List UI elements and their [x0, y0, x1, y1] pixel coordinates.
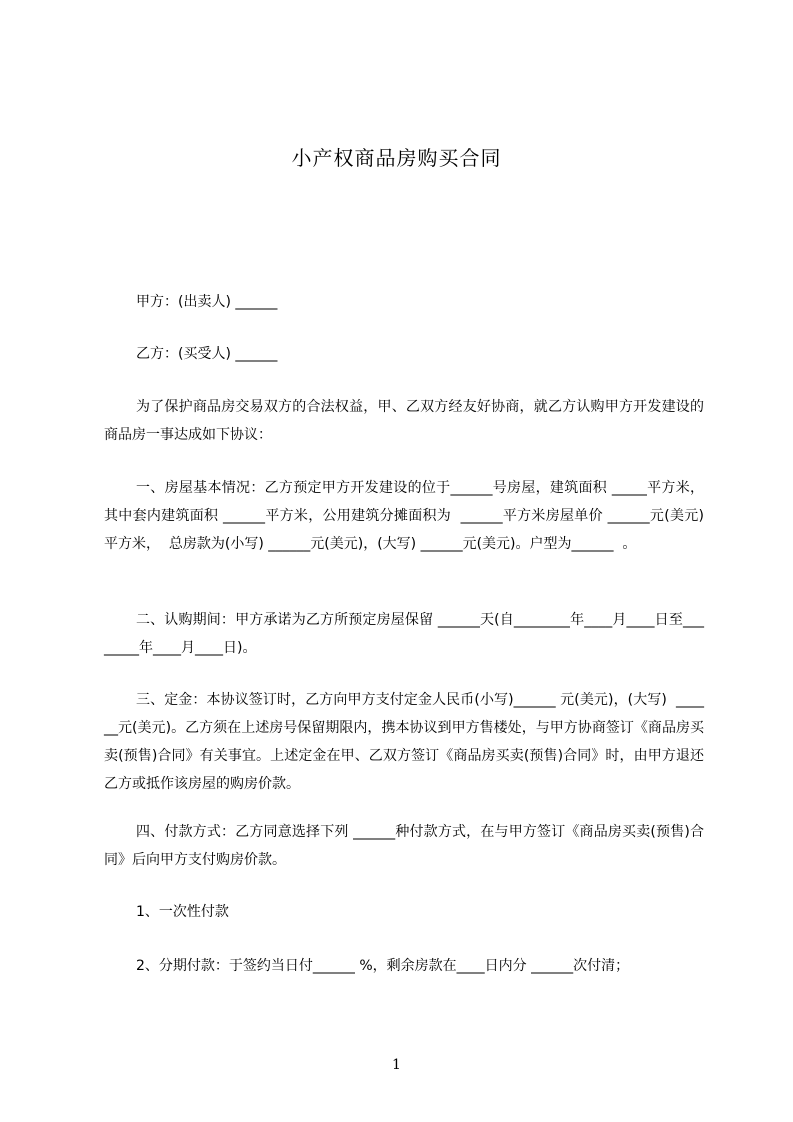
- clause-4-payment-method: 四、付款方式：乙方同意选择下列 ______种付款方式，在与甲方签订《商品房买卖(预售)合同》后向甲方支付购房价款。: [104, 824, 704, 868]
- preamble-paragraph: 为了保护商品房交易双方的合法权益，甲、乙双方经友好协商，就乙方认购甲方开发建设的商品房一事达成如下协议：: [104, 399, 704, 443]
- payment-option-1: 1、一次性付款: [136, 904, 229, 920]
- payment-option-2: 2、分期付款：于签约当日付______ %，剩余房款在____日内分 ______次付清；: [136, 958, 630, 974]
- party-b-line: 乙方：(买受人) ______: [136, 346, 278, 362]
- clause-3-deposit: 三、定金：本协议签订时，乙方向甲方支付定金人民币(小写)______ 元(美元)，(大写) ______元(美元)。乙方须在上述房号保留期限内，携本协议到甲方售楼处，与甲方协商签订《商品房买卖(预售)合同》有关事宜。上述定金在甲、乙双方签订《商品房买卖(预售)合同》时，由甲方退还乙方或抵作该房屋的购房价款。: [104, 692, 704, 792]
- clause-2-subscription-period: 二、认购期间：甲方承诺为乙方所预定房屋保留 ______天(自________年____月____日至________年____月____日)。: [104, 612, 704, 656]
- clause-1-house-info: 一、房屋基本情况：乙方预定甲方开发建设的位于______号房屋，建筑面积 _____平方米，其中套内建筑面积 ______平方米，公用建筑分摊面积为 ______平方米房屋单价 ______元(美元)平方米， 总房款为(小写) ______元(美元)，(大写) ______元(美元)。户型为______ 。: [104, 480, 704, 552]
- page-title: 小产权商品房购买合同: [291, 146, 502, 170]
- page-number: 1: [392, 1057, 401, 1073]
- party-a-line: 甲方：(出卖人) ______: [136, 294, 278, 310]
